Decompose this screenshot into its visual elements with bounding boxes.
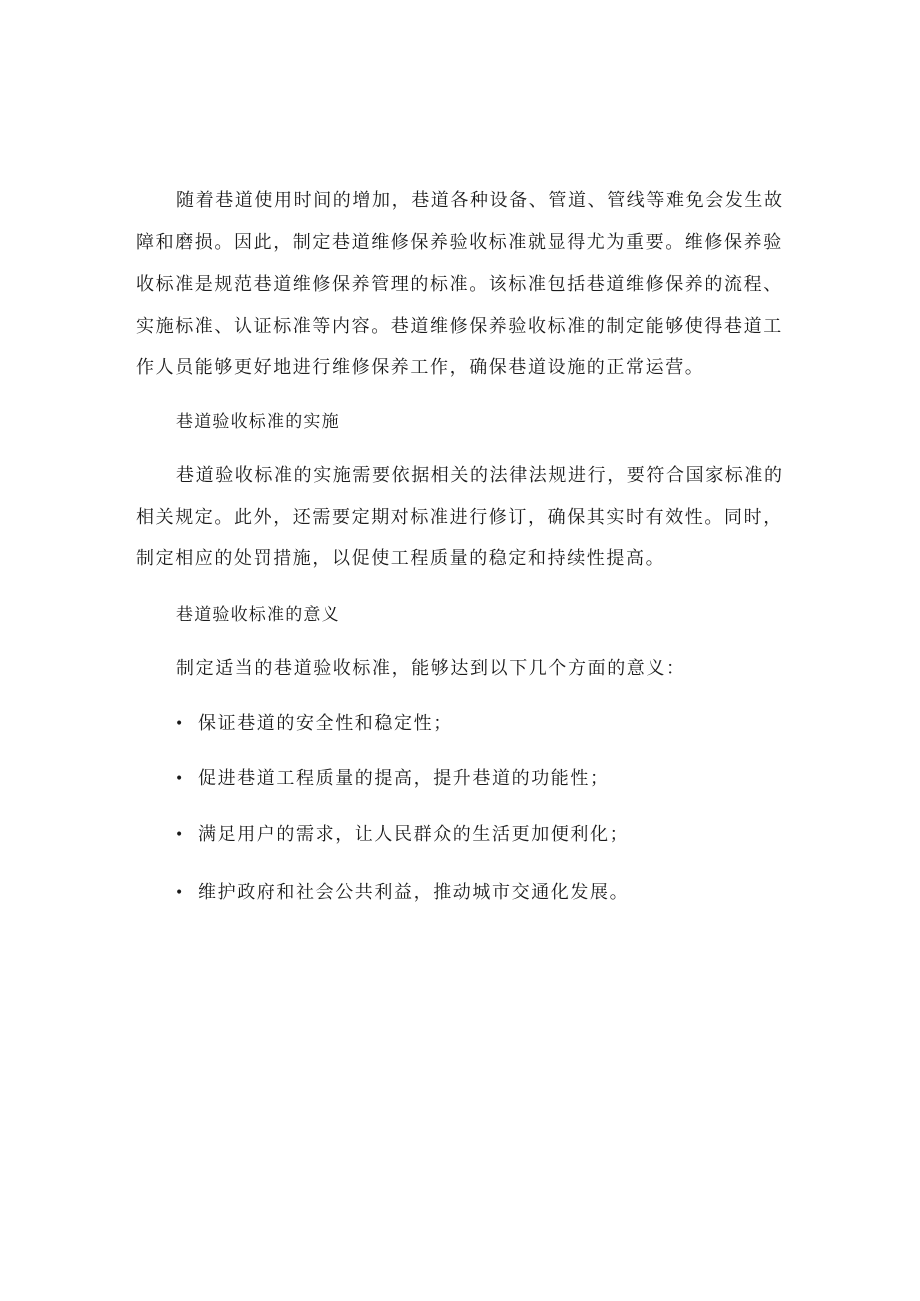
bullet-marker: • <box>175 885 184 901</box>
section-heading-significance: 巷道验收标准的意义 <box>176 605 340 625</box>
implementation-line-2: 相关规定。此外，还需要定期对标准进行修订，确保其实时有效性。同时， <box>136 507 783 528</box>
intro-line-4: 实施标准、认证标准等内容。巷道维修保养验收标准的制定能够使得巷道工 <box>136 316 783 337</box>
intro-line-2: 障和磨损。因此，制定巷道维修保养验收标准就显得尤为重要。维修保养验 <box>136 232 783 253</box>
intro-line-5: 作人员能够更好地进行维修保养工作，确保巷道设施的正常运营。 <box>136 357 705 378</box>
intro-line-3: 收标准是规范巷道维修保养管理的标准。该标准包括巷道维修保养的流程、 <box>136 274 783 295</box>
bullet-text: 维护政府和社会公共利益，推动城市交通化发展。 <box>198 882 630 903</box>
bullet-text: 保证巷道的安全性和稳定性； <box>198 713 453 734</box>
implementation-line-1: 巷道验收标准的实施需要依据相关的法律法规进行，要符合国家标准的 <box>176 465 784 486</box>
intro-line-1: 随着巷道使用时间的增加，巷道各种设备、管道、管线等难免会发生故 <box>176 190 784 211</box>
bullet-text: 满足用户的需求，让人民群众的生活更加便利化； <box>198 824 630 845</box>
bullet-marker: • <box>175 716 184 732</box>
implementation-line-3: 制定相应的处罚措施，以促使工程质量的稳定和持续性提高。 <box>136 548 666 569</box>
significance-intro: 制定适当的巷道验收标准，能够达到以下几个方面的意义： <box>176 658 686 679</box>
bullet-marker: • <box>175 827 184 843</box>
bullet-marker: • <box>175 771 184 787</box>
section-heading-implementation: 巷道验收标准的实施 <box>176 412 340 432</box>
bullet-text: 促进巷道工程质量的提高，提升巷道的功能性； <box>198 768 610 789</box>
